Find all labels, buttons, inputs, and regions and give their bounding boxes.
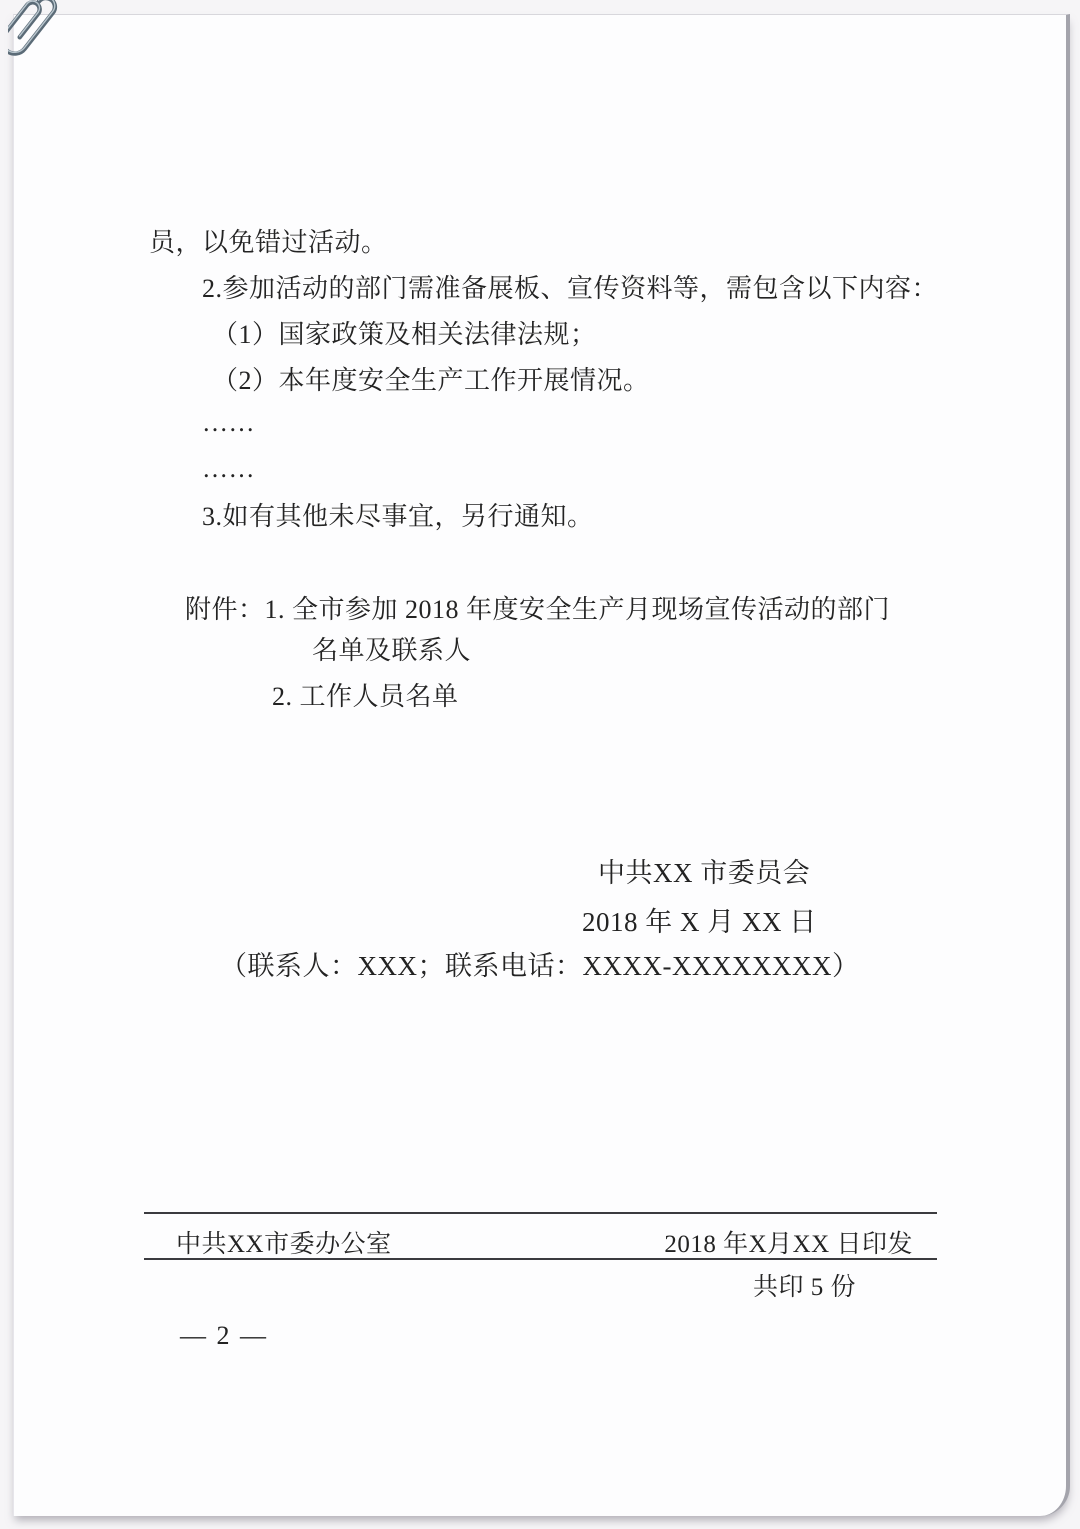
- document-page: [13, 14, 1070, 1516]
- body-paragraph-2: 2.参加活动的部门需准备展板、宣传资料等，需包含以下内容：: [202, 274, 939, 303]
- attachment-line-1: 附件：1. 全市参加 2018 年度安全生产月现场宣传活动的部门: [185, 595, 891, 624]
- footer-rule-top: [144, 1212, 937, 1214]
- body-list-item-1: （1）国家政策及相关法律法规；: [212, 320, 597, 349]
- footer-rule-bottom: [144, 1258, 937, 1260]
- footer-copies-count: 共印 5 份: [753, 1274, 857, 1301]
- page-number: — 2 —: [180, 1321, 268, 1350]
- attachment-line-2: 名单及联系人: [312, 636, 472, 665]
- footer-issuer: 中共XX市委办公室: [176, 1231, 392, 1258]
- signature-date: 2018 年 X 月 XX 日: [582, 907, 817, 937]
- ellipsis-line-2: ……: [202, 454, 255, 483]
- body-list-item-2: （2）本年度安全生产工作开展情况。: [212, 366, 650, 395]
- signature-organization: 中共XX 市委员会: [598, 858, 811, 888]
- contact-info-line: （联系人：XXX；联系电话：XXXX-XXXXXXXX）: [220, 951, 860, 981]
- ellipsis-line-1: ……: [202, 408, 255, 437]
- attachment-line-3: 2. 工作人员名单: [272, 682, 459, 711]
- body-continuation-line: 员，以免错过活动。: [149, 228, 388, 257]
- paperclip-icon: [8, 0, 108, 92]
- body-paragraph-3: 3.如有其他未尽事宜，另行通知。: [202, 502, 594, 531]
- footer-colophon-row: [176, 1224, 913, 1260]
- footer-print-date: 2018 年X月XX 日印发: [664, 1231, 913, 1258]
